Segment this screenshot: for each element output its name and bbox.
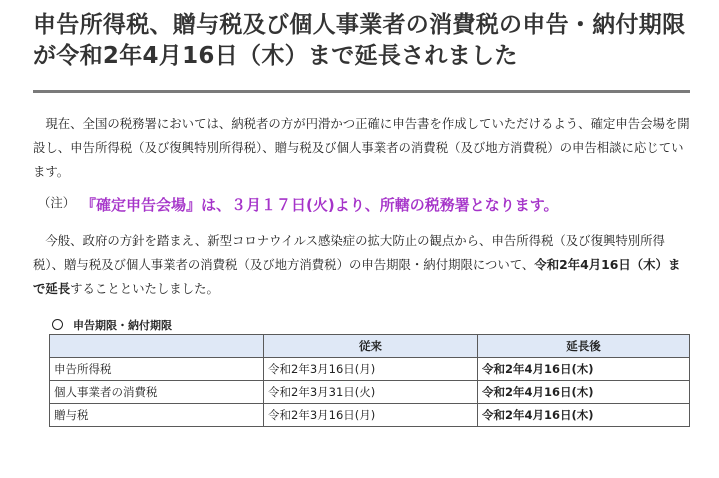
cell-extended-deadline: 令和2年4月16日(木) — [478, 381, 690, 404]
extension-paragraph — [33, 229, 691, 301]
page-title: 申告所得税、贈与税及び個人事業者の消費税の申告・納付期限が令和2年4月16日（木）まで延長されました — [33, 12, 686, 69]
title-divider — [33, 90, 690, 93]
extension-tail: することといたしました。 — [70, 281, 219, 296]
deadline-table — [49, 334, 690, 427]
extension-text: 今般、政府の方針を踏まえ、新型コロナウイルス感染症の拡大防止の観点から、申告所得税（及び復興特別所得税）、贈与税及び個人事業者の消費税（及び地方消費税）の申告期限・納付期限について、 — [33, 233, 665, 272]
table-header-row — [50, 335, 690, 358]
note-highlight: 『確定申告会場』は、３月１７日(火)より、所轄の税務署となります。 — [81, 196, 559, 214]
table-row — [50, 404, 690, 427]
extension-date-bold: 令和2年4月16日（木）まで延長 — [33, 257, 681, 296]
cell-tax-type: 贈与税 — [50, 404, 264, 427]
cell-tax-type: 申告所得税 — [50, 358, 264, 381]
cell-previous-deadline: 令和2年3月31日(火) — [264, 381, 478, 404]
cell-previous-deadline: 令和2年3月16日(月) — [264, 358, 478, 381]
circle-bullet-icon — [52, 319, 63, 330]
table-caption — [52, 317, 172, 333]
header-tax-type — [50, 335, 264, 358]
note-mark: （注） — [38, 195, 76, 210]
note-row — [38, 189, 690, 219]
cell-tax-type: 個人事業者の消費税 — [50, 381, 264, 404]
table-caption-text: 申告期限・納付期限 — [73, 319, 172, 332]
header-extended: 延長後 — [478, 335, 690, 358]
cell-extended-deadline: 令和2年4月16日(木) — [478, 358, 690, 381]
cell-previous-deadline: 令和2年3月16日(月) — [264, 404, 478, 427]
intro-paragraph: 現在、全国の税務署においては、納税者の方が円滑かつ正確に申告書を作成していただけるよう、確定申告会場を開設し、申告所得税（及び復興特別所得税）、贈与税及び個人事業者の消費税（及び地方消費税）の申告相談に応じています。 — [33, 116, 690, 179]
table-row — [50, 381, 690, 404]
header-previous: 従来 — [264, 335, 478, 358]
cell-extended-deadline: 令和2年4月16日(木) — [478, 404, 690, 427]
table-row — [50, 358, 690, 381]
